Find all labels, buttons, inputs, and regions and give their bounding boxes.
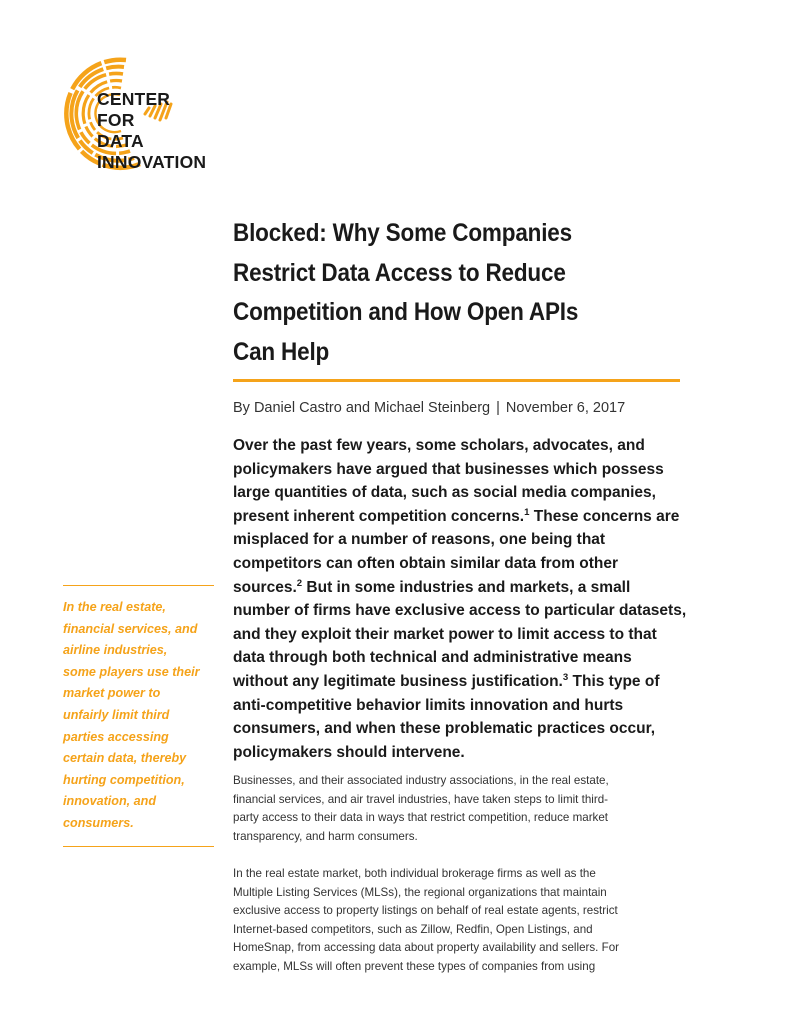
- body-line: Multiple Listing Services (MLSs), the regional organizations that maintain: [233, 885, 607, 899]
- footnote-ref[interactable]: 2: [296, 577, 303, 589]
- lead-line: consumers, and when these problematic practices occur,: [233, 720, 656, 738]
- document-title: [233, 214, 647, 372]
- lead-line: number of firms have exclusive access to particular datasets,: [233, 602, 687, 620]
- pullquote-line: consumers.: [63, 815, 134, 830]
- body-paragraph-2: [233, 865, 703, 976]
- lead-line: data through both technical and administrative means: [233, 649, 632, 667]
- logo-line: INNOVATION: [97, 152, 207, 172]
- pullquote-line: parties accessing: [63, 729, 169, 744]
- pullquote-bottom-rule: [63, 846, 214, 847]
- body-line: In the real estate market, both individual brokerage firms as well as the: [233, 867, 596, 880]
- title-line: Can Help: [233, 337, 330, 366]
- lead-line: anti-competitive behavior limits innovation and hurts: [233, 696, 624, 714]
- pullquote-line: In the real estate,: [63, 600, 166, 614]
- pullquote-line: certain data, thereby: [63, 751, 187, 766]
- lead-line: competitors can often obtain similar data from other: [233, 554, 618, 572]
- lead-line: misplaced for a number of reasons, one being that: [233, 531, 606, 549]
- logo-line: FOR: [97, 110, 135, 130]
- lead-line: large quantities of data, such as social media companies,: [233, 484, 656, 502]
- pullquote-line: hurting competition,: [63, 772, 185, 787]
- lead-paragraph: [233, 434, 713, 764]
- lead-line: policymakers have argued that businesses which possess: [233, 460, 664, 478]
- body-line: financial services, and air travel industries, have taken steps to limit third-: [233, 792, 609, 806]
- body-line: party access to their data in ways that restrict competition, reduce market: [233, 811, 609, 824]
- title-line: Competition and How Open APIs: [233, 298, 579, 326]
- lead-line: policymakers should intervene.: [233, 743, 465, 761]
- body-line: transparency, and harm consumers.: [233, 829, 418, 843]
- body-line: Internet-based competitors, such as Zillow, Redfin, Open Listings, and: [233, 922, 593, 936]
- pullquote-line: unfairly limit third: [63, 707, 170, 722]
- pullquote-line: some players use their: [63, 664, 200, 679]
- lead-line: Over the past few years, some scholars, advocates, and: [233, 437, 645, 454]
- lead-line: without any legitimate business justification.$^3$ This type of: [233, 671, 660, 690]
- logo-line: DATA: [97, 131, 144, 151]
- footnote-ref[interactable]: 1: [524, 506, 530, 518]
- footnote-ref[interactable]: 3: [562, 671, 569, 683]
- logo-line: CENTER: [97, 89, 171, 109]
- pullquote-line: innovation, and: [63, 794, 157, 809]
- pullquote: [63, 597, 223, 835]
- lead-line: present inherent competition concerns.$^1$ These concerns are: [233, 506, 680, 525]
- body-line: example, MLSs will often prevent these types of companies from using: [233, 959, 596, 973]
- byline-authors: By Daniel Castro and Michael Steinberg: [233, 400, 491, 416]
- body-line: exclusive access to property listings on behalf of real estate agents, restrict: [233, 904, 618, 917]
- pullquote-line: market power to: [63, 686, 161, 701]
- logo: [50, 42, 230, 182]
- body-paragraph-1: [233, 772, 703, 846]
- byline-separator: |: [496, 400, 500, 416]
- title-divider: [233, 379, 680, 382]
- logo-wordmark: [97, 89, 206, 173]
- byline: [233, 400, 625, 416]
- pullquote-top-rule: [63, 585, 214, 586]
- byline-date: November 6, 2017: [505, 400, 626, 416]
- body-line: Businesses, and their associated industry associations, in the real estate,: [233, 774, 609, 787]
- title-line: Restrict Data Access to Reduce: [233, 258, 566, 287]
- lead-line: sources.$^2$ But in some industries and markets, a small: [233, 577, 631, 596]
- lead-line: and they exploit their market power to limit access to that: [233, 625, 657, 643]
- body-line: HomeSnap, from accessing data about property availability and sellers. For: [233, 941, 620, 954]
- pullquote-line: airline industries,: [63, 643, 168, 658]
- title-line: Blocked: Why Some Companies: [233, 219, 572, 247]
- pullquote-line: financial services, and: [63, 621, 198, 636]
